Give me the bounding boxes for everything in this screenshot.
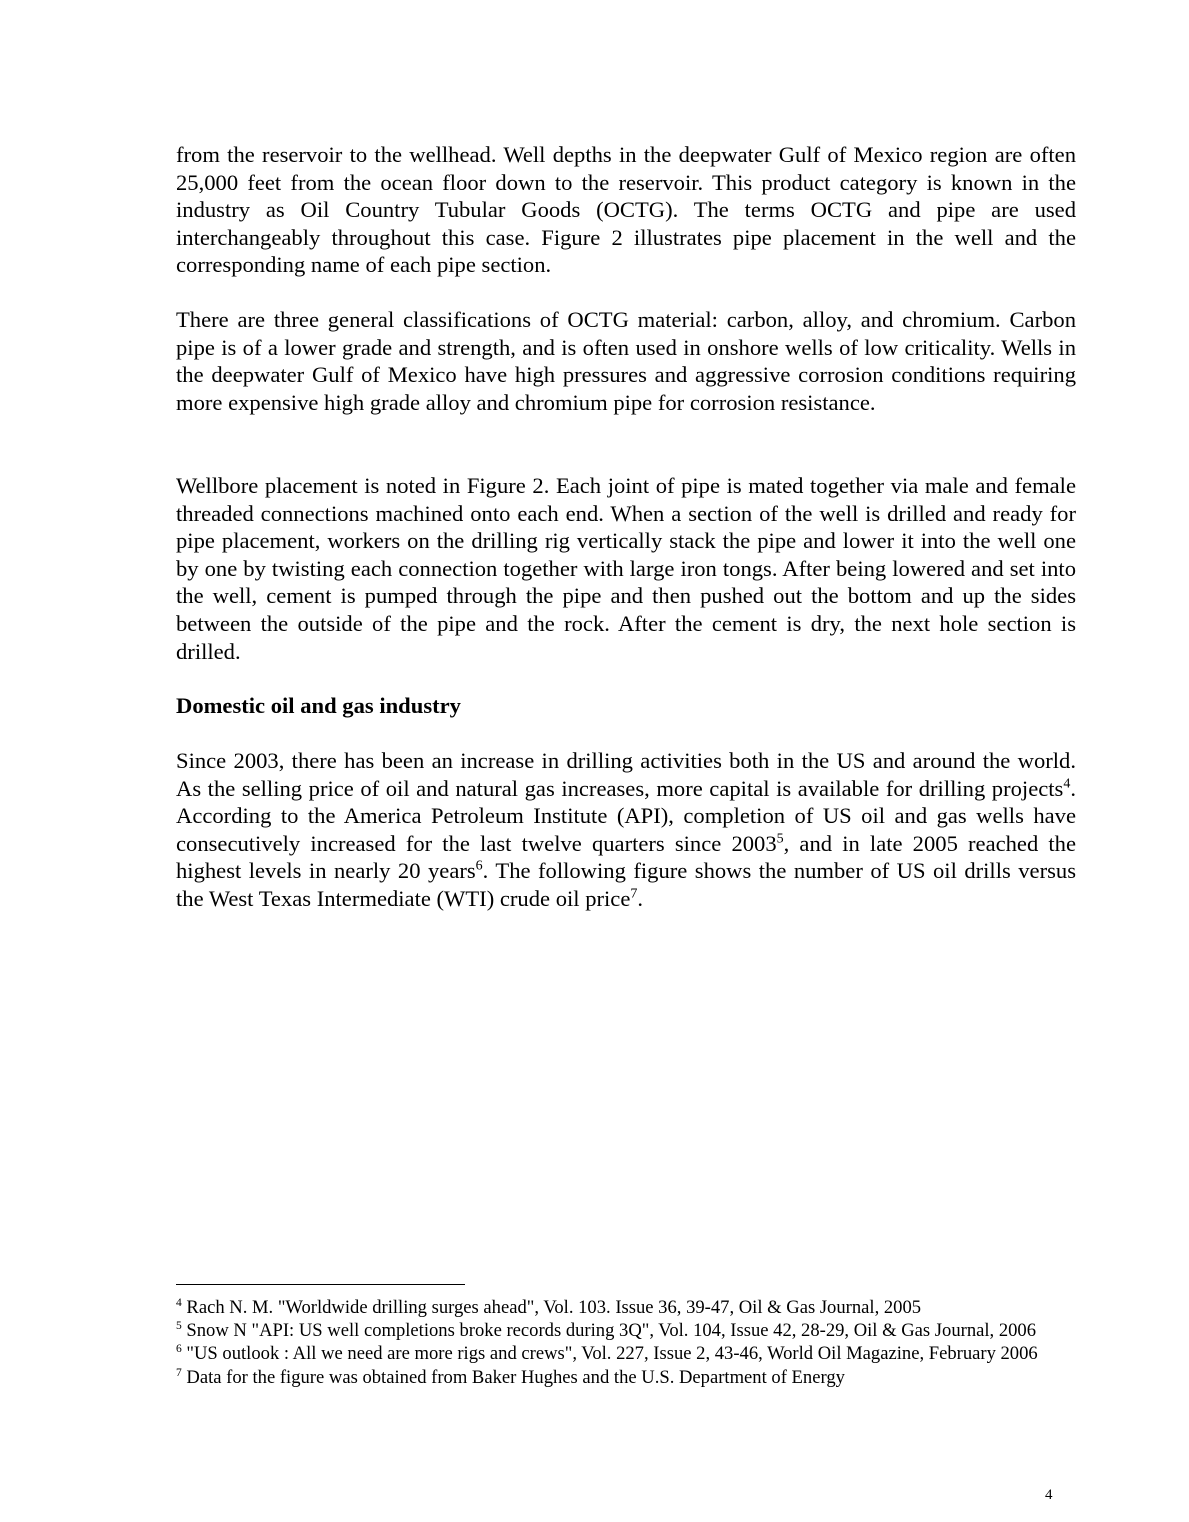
footnote-number: 7 [176, 1366, 182, 1379]
footnote-text: "US outlook : All we need are more rigs and crews", Vol. 227, Issue 2, 43-46, World Oil Magazine, February 2006 [181, 1343, 1038, 1365]
page-number: 4 [1045, 1487, 1053, 1503]
footnotes-list [176, 1296, 1076, 1389]
footnote-item [176, 1319, 1076, 1342]
footnote-separator [176, 1284, 465, 1285]
footnote-item [176, 1296, 1076, 1319]
paragraph-domestic-industry [176, 747, 1076, 913]
footnote-text: Snow N "API: US well completions broke records during 3Q", Vol. 104, Issue 42, 28-29, Oil & Gas Journal, 2006 [181, 1320, 1037, 1342]
footnote-item [176, 1366, 1076, 1389]
footnote-reference: 5 [776, 831, 784, 847]
footnote-reference: 6 [475, 858, 483, 874]
footnote-text: Rach N. M. "Worldwide drilling surges ahead", Vol. 103. Issue 36, 39-47, Oil & Gas Journal, 2005 [181, 1297, 922, 1318]
paragraph-text-segment: . According to the America Petroleum Institute (API), completion of US oil and gas wells have consecutively increased for the last twelve quarters since 2003 [176, 775, 1076, 856]
footnote-text: Data for the figure was obtained from Baker Hughes and the U.S. Department of Energy [181, 1366, 845, 1388]
paragraph-pipe-description: from the reservoir to the wellhead. Well depths in the deepwater Gulf of Mexico region are often 25,000 feet from the ocean floor down to the reservoir. This product category is known in the industry as Oil Country Tubular Goods (OCTG). The terms OCTG and pipe are used interchangeably throughout this case. Figure 2 illustrates pipe placement in the well and the corresponding name of each pipe section. [176, 142, 1076, 278]
paragraph-text-segment: . The following figure shows the number of US oil drills versus the West Texas Intermediate (WTI) crude oil price [176, 858, 1076, 911]
paragraph-wellbore-placement: Wellbore placement is noted in Figure 2. Each joint of pipe is mated together via male and female threaded connections machined onto each end. When a section of the well is drilled and ready for pipe placement, workers on the drilling rig vertically stack the pipe and lower it into the well one by one by twisting each connection together with large iron tongs. After being lowered and set into the well, cement is pumped through the pipe and then pushed out the bottom and up the sides between the outside of the pipe and the rock. After the cement is dry, the next hole section is drilled. [176, 473, 1076, 664]
paragraph-octg-classifications: There are three general classifications of OCTG material: carbon, alloy, and chromium. Carbon pipe is of a lower grade and strength, and is often used in onshore wells of low criticality. Wells in the deepwater Gulf of Mexico have high pressures and aggressive corrosion conditions requiring more expensive high grade alloy and chromium pipe for corrosion resistance. [176, 307, 1076, 415]
footnote-number: 6 [176, 1343, 182, 1356]
footnote-number: 5 [176, 1320, 182, 1333]
paragraph-text-segment: Since 2003, there has been an increase in drilling activities both in the US and around the world. As the selling price of oil and natural gas increases, more capital is available for drilling projects [176, 748, 1076, 801]
footnote-number: 4 [176, 1296, 182, 1309]
paragraph-text-segment: . [637, 885, 644, 911]
footnote-item [176, 1342, 1076, 1365]
footnote-reference: 7 [630, 886, 638, 902]
footnote-reference: 4 [1063, 776, 1071, 792]
paragraph-text-segment: , and in late 2005 reached the highest levels in nearly 20 years [176, 830, 1077, 884]
section-heading: Domestic oil and gas industry [176, 693, 461, 718]
